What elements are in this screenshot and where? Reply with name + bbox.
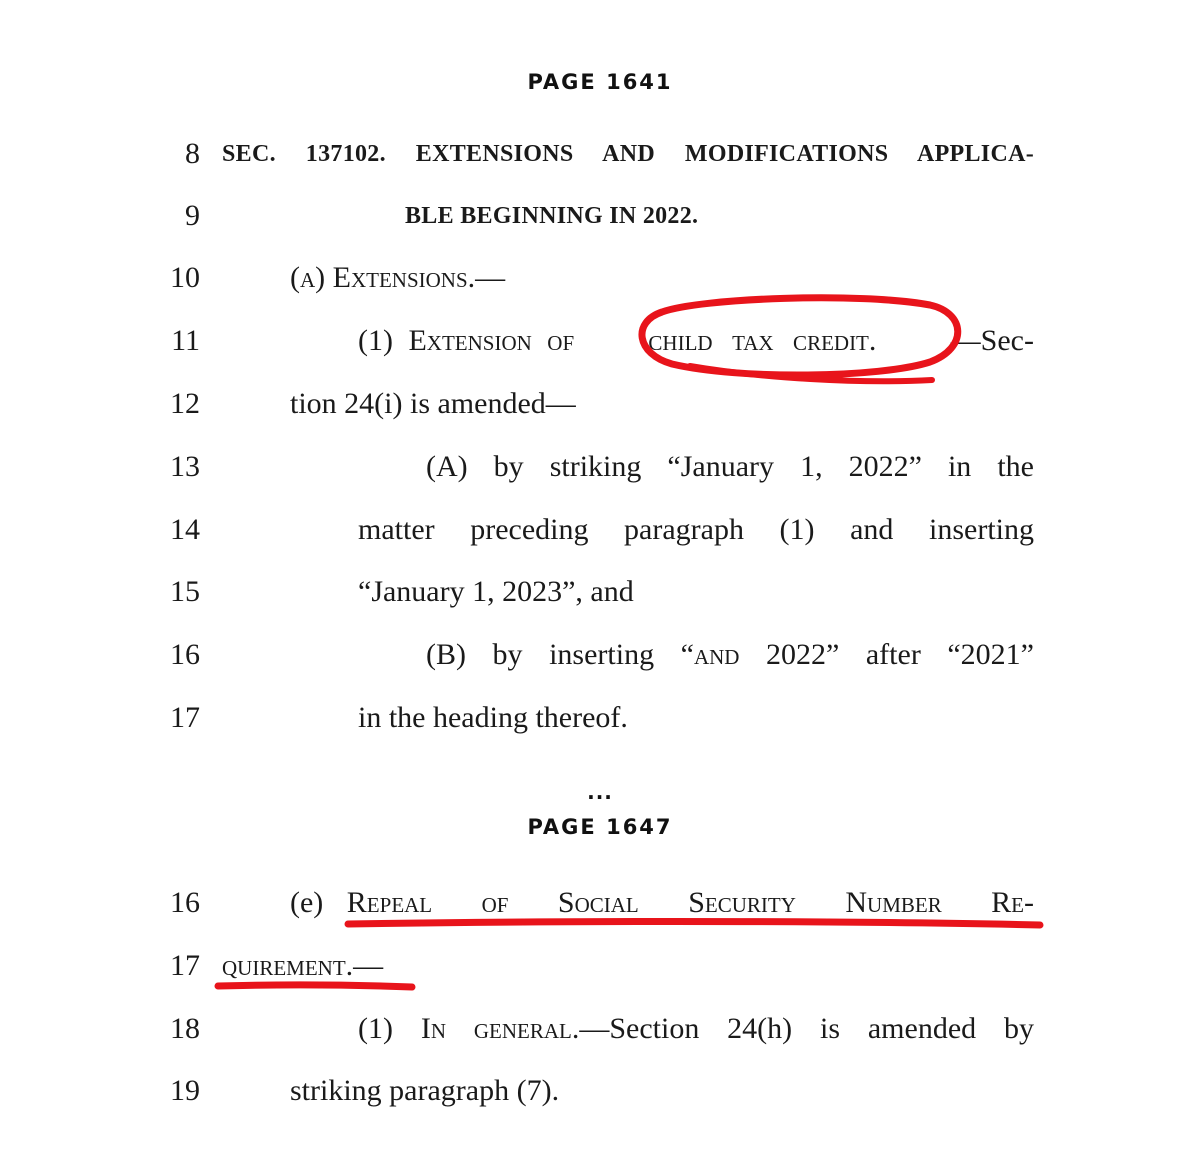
- section-heading-line-1: SEC. 137102. EXTENSIONS AND MODIFICATIONS APPLICA-: [222, 141, 1034, 167]
- line-number: 17: [170, 949, 200, 982]
- line-number: 10: [170, 261, 200, 294]
- clause-b-text-end: 2022” after “2021”: [739, 638, 1034, 671]
- clause-a-line-1: (A) by striking “January 1, 2022” in the: [426, 450, 1034, 483]
- subsection-e-heading: [290, 883, 1034, 923]
- in-general-text: —Section 24(h) is amended by: [579, 1012, 1034, 1045]
- line-number: 19: [170, 1074, 200, 1107]
- body-line: striking paragraph (7).: [290, 1074, 560, 1107]
- paragraph-1-continuation: —Sec-: [950, 324, 1034, 357]
- page-header-1641: PAGE 1641: [527, 70, 673, 94]
- clause-b-line-2: in the heading thereof.: [358, 701, 628, 734]
- line-number: 18: [170, 1012, 200, 1045]
- line-number: 11: [171, 324, 200, 357]
- and-text: and: [693, 638, 740, 671]
- clause-a-line-2: matter preceding paragraph (1) and inserting: [358, 513, 1034, 546]
- paragraph-in-general: [358, 1009, 1034, 1049]
- requirement-continuation: quirement.—: [222, 949, 384, 982]
- paragraph-1-label: (1) Extension of: [358, 324, 575, 357]
- line-number: 15: [170, 575, 200, 608]
- ellipsis-separator: ...: [587, 780, 613, 804]
- clause-b-line-1: [426, 635, 1034, 675]
- line-number: 16: [170, 638, 200, 671]
- line-number: 16: [170, 886, 200, 919]
- line-number: 12: [170, 387, 200, 420]
- line-number: 14: [170, 513, 200, 546]
- page-header-1647: PAGE 1647: [527, 815, 673, 839]
- subsection-a-heading: (a) Extensions.—: [290, 261, 506, 294]
- clause-a-line-3: “January 1, 2023”, and: [358, 575, 634, 608]
- repeal-ssn-requirement-text: Repeal of Social Security Number Re-: [346, 886, 1034, 919]
- in-general-label: (1): [358, 1012, 421, 1045]
- section-heading-line-2: BLE BEGINNING IN 2022.: [405, 203, 699, 229]
- body-line: tion 24(i) is amended—: [290, 387, 576, 420]
- paragraph-1-heading: [358, 321, 1034, 361]
- clause-b-text: (B) by inserting “: [426, 638, 694, 671]
- line-number: 8: [185, 137, 200, 170]
- line-number: 13: [170, 450, 200, 483]
- child-tax-credit-text: child tax credit.: [648, 324, 877, 357]
- subsection-e-label: (e): [290, 886, 331, 919]
- line-number: 9: [185, 199, 200, 232]
- line-number: 17: [170, 701, 200, 734]
- circle-tail-stroke: [690, 366, 932, 381]
- in-general-heading: In general.: [420, 1012, 580, 1045]
